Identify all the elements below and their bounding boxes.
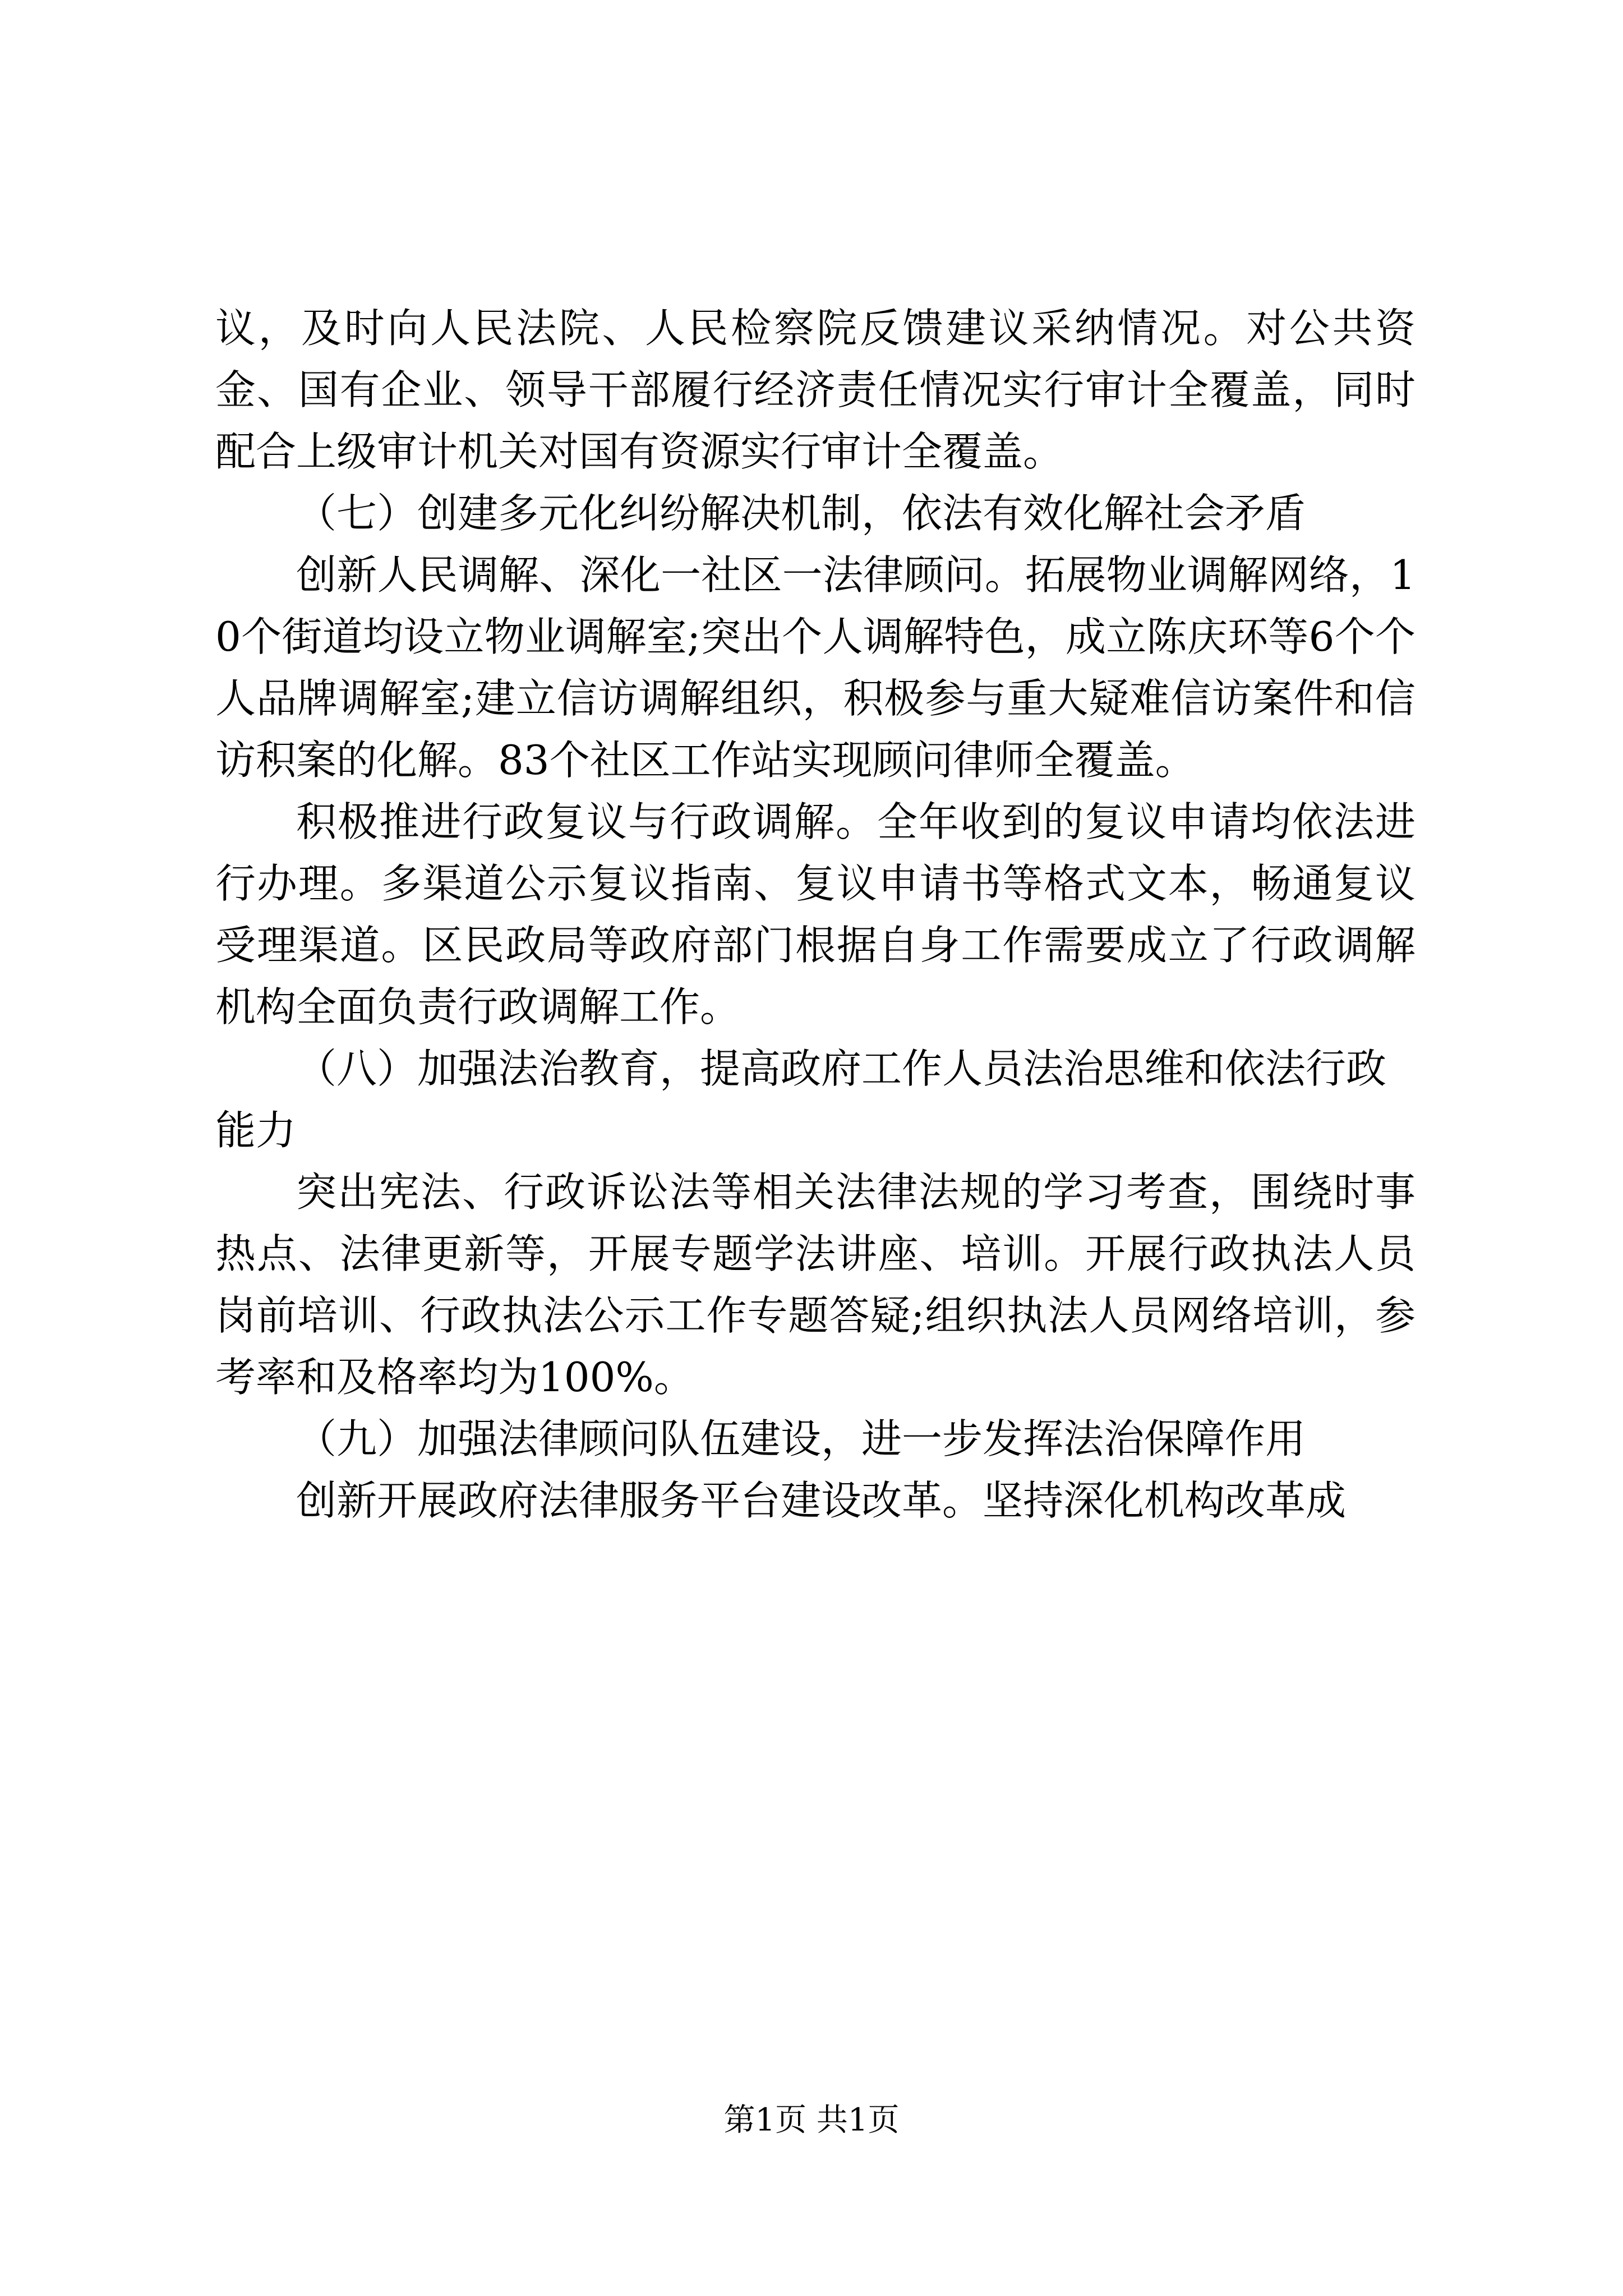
section-heading-8: （八）加强法治教育，提高政府工作人员法治思维和依法行政能力 xyxy=(215,1045,1387,1154)
paragraph-legal-service-platform: 创新开展政府法律服务平台建设改革。坚持深化机构改革成 xyxy=(296,1477,1347,1524)
paragraph-legal-education: 突出宪法、行政诉讼法等相关法律法规的学习考查，围绕时事热点、法律更新等，开展专题学法讲座、培训。开展行政执法人员岗前培训、行政执法公示工作专题答疑;组织执法人员网络培训，参考率和及格率均为100%。 xyxy=(215,1168,1415,1401)
paragraph-administrative-review: 积极推进行政复议与行政调解。全年收到的复议申请均依法进行办理。多渠道公示复议指南、复议申请书等格式文本，畅通复议受理渠道。区民政局等政府部门根据自身工作需要成立了行政调解机构全面负责行政调解工作。 xyxy=(215,798,1415,1030)
section-heading-9: （九）加强法律顾问队伍建设，进一步发挥法治保障作用 xyxy=(296,1415,1306,1462)
page-number: 第1页 共1页 xyxy=(723,2102,900,2138)
page-footer xyxy=(0,2101,1623,2140)
section-heading-7: （七）创建多元化纠纷解决机制，依法有效化解社会矛盾 xyxy=(296,490,1306,537)
document-body xyxy=(215,297,1415,1531)
paragraph-continued: 议，及时向人民法院、人民检察院反馈建议采纳情况。对公共资金、国有企业、领导干部履行经济责任情况实行审计全覆盖，同时配合上级审计机关对国有资源实行审计全覆盖。 xyxy=(215,305,1415,475)
paragraph-mediation: 创新人民调解、深化一社区一法律顾问。拓展物业调解网络，10个街道均设立物业调解室;突出个人调解特色，成立陈庆环等6个个人品牌调解室;建立信访调解组织，积极参与重大疑难信访案件和信访积案的化解。83个社区工作站实现顾问律师全覆盖。 xyxy=(215,551,1415,784)
